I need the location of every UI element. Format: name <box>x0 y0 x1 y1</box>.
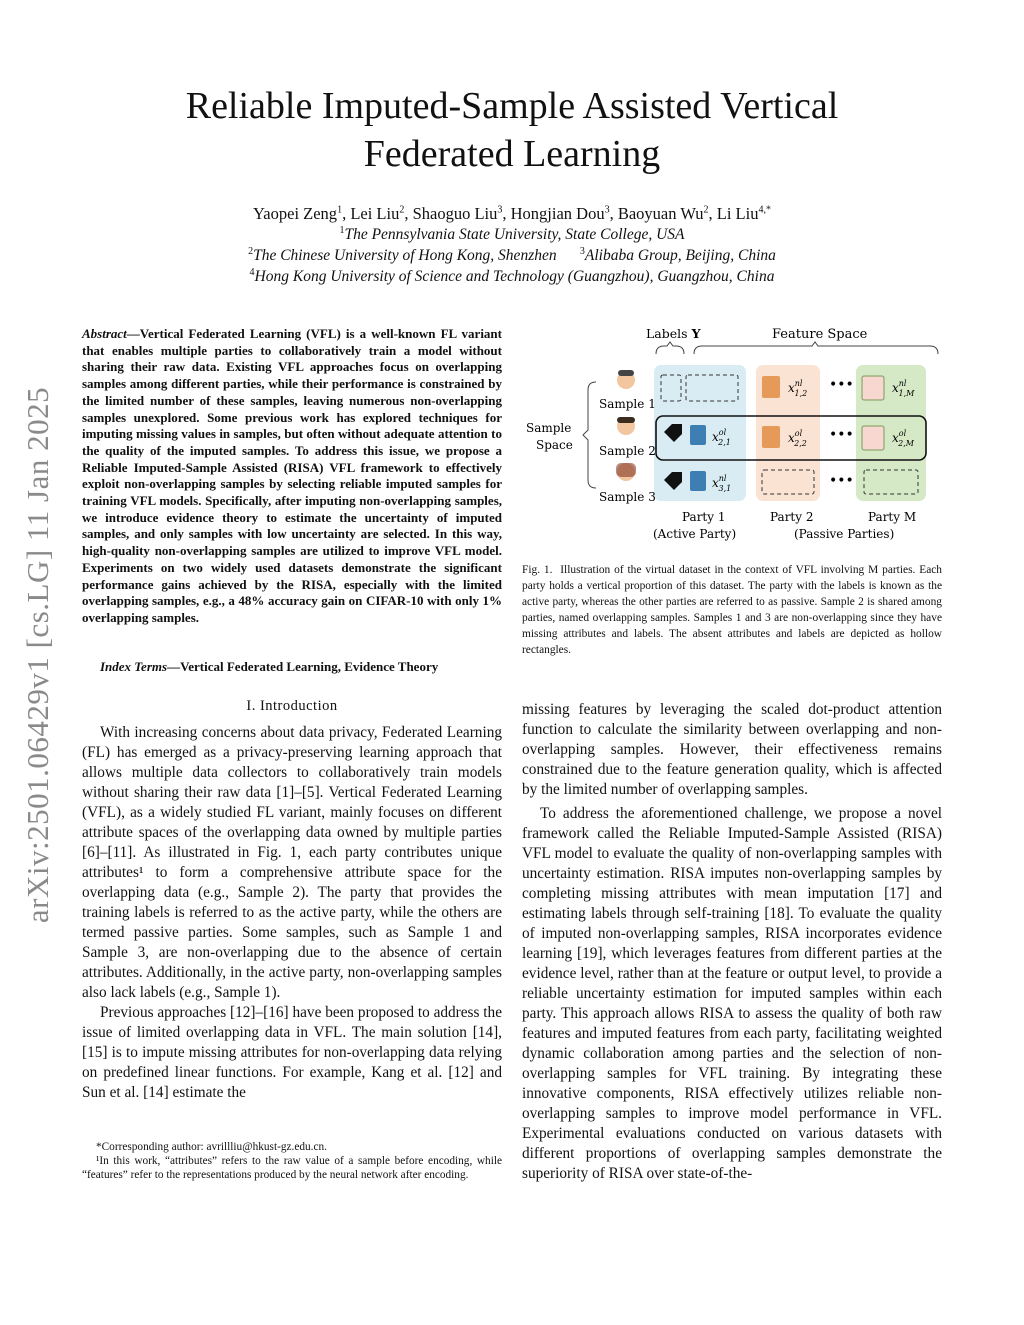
sample-3-label: Sample 3 <box>599 490 656 504</box>
sample-brace <box>583 382 596 488</box>
partyM-label: Party M <box>868 510 917 524</box>
footnote: ¹In this work, “attributes” refers to the raw value of a sample before encoding, while “features” refer to the representations produced by the neural network after encoding. <box>82 1155 502 1181</box>
labels-y-label: Labels Y <box>646 326 701 341</box>
image-icon <box>862 426 884 450</box>
feature-x21: $x^{ol}$ 2,1 <box>712 428 731 447</box>
sample-space-label: Sample <box>526 421 572 435</box>
feature-x12: $x^{nl}$ 1,2 <box>788 379 808 398</box>
arxiv-side-label: arXiv:2501.06429v1 [cs.LG] 11 Jan 2025 <box>20 386 55 924</box>
passive-role: (Passive Parties) <box>794 527 895 541</box>
avatar-hair <box>617 417 635 423</box>
title-line-2: Federated Learning <box>363 133 661 175</box>
paragraph: To address the aforementioned challenge, we propose a novel framework called the Reliable Imputed-Sample Assisted (RISA) VFL model to evaluate the quality of non-overlapping samples with uncertainty estimation. RISA imputes non-overlapping samples by completing missing attributes with mean imputation [17] and estimating labels through self-training [18]. To evaluate the quality of imputed non-overlapping samples, RISA incorporates evidence learning [19], which leverages features from different parties at the evidence level, rather than at the feature or output level, to provide a reliable uncertainty estimation for imputed samples within each party. This approach allows RISA to assess the quality of both raw features and imputed features from each party, facilitating weighted dynamic collaboration among parties and the selection of non-overlapping samples for VFL training. By integrating these innovative components, RISA effectively utilizes reliable non-overlapping samples to improve model performance in VFL. Experimental evaluations conducted on various datasets with different proportions of overlapping samples demonstrate the superiority of RISA over state-of-the- <box>522 805 942 1182</box>
sample-space-label-2: Space <box>536 438 573 452</box>
party2-label: Party 2 <box>770 510 814 524</box>
party1-role: (Active Party) <box>653 527 737 541</box>
section-heading: I. Introduction <box>246 698 338 714</box>
data-icon <box>690 425 706 445</box>
paragraph: missing features by leveraging the scaled dot-product attention function to calculate the similarity between overlapping and non-overlapping samples. However, their effectiveness remains constrained due to the feature generation quality, which is affected by the limited number of overlapping samples. <box>522 701 942 798</box>
intro-right-column <box>522 700 942 1184</box>
ellipsis: ••• <box>829 473 854 489</box>
affiliation-4: $^4$Hong Kong University of Science and Technology (Guangzhou), Guangzhou, China <box>249 266 775 285</box>
author: Shaoguo Liu <box>412 204 498 223</box>
title-line-1: Reliable Imputed-Sample Assisted Vertical <box>185 85 839 127</box>
ellipsis: ••• <box>829 427 854 443</box>
data-icon <box>762 426 780 448</box>
party1-label: Party 1 <box>682 510 726 524</box>
feature-space-label: Feature Space <box>772 327 868 342</box>
affiliation-1: $^1$The Pennsylvania State University, State College, USA <box>339 224 685 243</box>
index-terms: Index Terms—Vertical Federated Learning, Evidence Theory <box>100 659 439 674</box>
footnotes <box>82 1140 502 1182</box>
figure-caption: Fig. 1. Illustration of the virtual dataset in the context of VFL involving M parties. Each party holds a vertical proportion of this dataset. The party with the labels is known as the active party, whereas the other parties are referred to as passive. Sample 2 is shared among parties, named overlapping samples. Samples 1 and 3 are non-overlapping since they have missing attributes and labels. The absent attributes and labels are depicted as hollow rectangles. <box>522 564 943 656</box>
author: Li Liu <box>716 204 759 223</box>
feature-brace <box>694 342 938 354</box>
ellipsis: ••• <box>829 377 854 393</box>
footnote: *Corresponding author: avrillliu@hkust-gz.edu.cn. <box>96 1141 327 1153</box>
author: Lei Liu <box>350 204 400 223</box>
data-icon <box>690 471 706 491</box>
feature-x1M: $x^{nl}$ 1,M <box>892 379 915 398</box>
figure-1 <box>522 322 942 554</box>
intro-left-column <box>82 723 502 1103</box>
avatar-hair <box>618 370 634 376</box>
feature-x22: $x^{ol}$ 2,2 <box>788 429 807 448</box>
feature-x31: $x^{nl}$ 3,1 <box>712 474 732 493</box>
sample-2-label: Sample 2 <box>599 444 656 458</box>
affiliation-2-3: $^2$The Chinese University of Hong Kong, Shenzhen $^3$Alibaba Group, Beijing, China <box>248 245 776 264</box>
author: Hongjian Dou <box>510 204 605 223</box>
sample-1-label: Sample 1 <box>599 397 656 411</box>
labels-brace <box>656 342 684 354</box>
paragraph: Previous approaches [12]–[16] have been proposed to address the issue of limited overlapping data in VFL. The main solution [14], [15] is to impute missing attributes for non-overlapping data relying on predefined linear functions. For example, Kang et al. [12] and Sun et al. [14] estimate the <box>82 1004 502 1101</box>
paragraph: With increasing concerns about data privacy, Federated Learning (FL) has emerged as a privacy-preserving learning approach that allows multiple data collectors to collaboratively train models without sharing their raw data [1]–[5]. Vertical Federated Learning (VFL), as a widely studied FL variant, mainly focuses on different attribute spaces of the overlapping data owned by multiple parties [6]–[11]. As illustrated in Fig. 1, each party contributes unique attributes¹ to form a comprehensive attribute space for the overlapping data (e.g., Sample 2). The party that provides the training labels is referred to as the active party, while the others are termed passive parties. Some samples, such as Sample 1 and Sample 3, are non-overlapping due to the absence of certain attributes. Additionally, in the active party, non-overlapping samples also lack labels (e.g., Sample 1). <box>82 724 502 1001</box>
feature-x2M: $x^{ol}$ 2,M <box>892 429 914 448</box>
author: Baoyuan Wu <box>617 204 704 223</box>
author: Yaopei Zeng <box>253 204 338 223</box>
abstract: Abstract—Vertical Federated Learning (VFL) is a well-known FL variant that enables multiple parties to collaboratively train a model without sharing their raw data. Existing VFL approaches focus on overlapping samples among different parties, while their performance is constrained by the limited number of these samples, leaving numerous non-overlapping samples unexplored. Some previous work has explored techniques for imputing missing values in samples, but often without adequate attention to the quality of the imputed samples. To address this issue, we propose a Reliable Imputed-Sample Assisted (RISA) VFL framework to effectively exploit non-overlapping samples by selecting reliable imputed samples for training VFL models. Specifically, after imputing non-overlapping samples, we introduce evidence theory to estimate the uncertainty of imputed samples, and only samples with low uncertainty are selected. In this way, high-quality non-overlapping samples are utilized to improve VFL model. Experiments on two widely used datasets demonstrate the significant performance gains achieved by the RISA, especially with the limited overlapping samples, e.g., a 48% accuracy gain on CIFAR-10 with only 1% overlapping samples. <box>82 326 502 625</box>
author-list: Yaopei Zeng$^1$, Lei Liu$^2$, Shaoguo Liu$^3$, Hongjian Dou$^3$, Baoyuan Wu$^2$, Li Liu$^{4,*}$ <box>253 204 771 223</box>
image-icon <box>862 376 884 400</box>
vfl-diagram <box>522 322 942 554</box>
avatar-hair <box>616 463 636 477</box>
data-icon <box>762 376 780 398</box>
paper-title <box>120 82 904 178</box>
